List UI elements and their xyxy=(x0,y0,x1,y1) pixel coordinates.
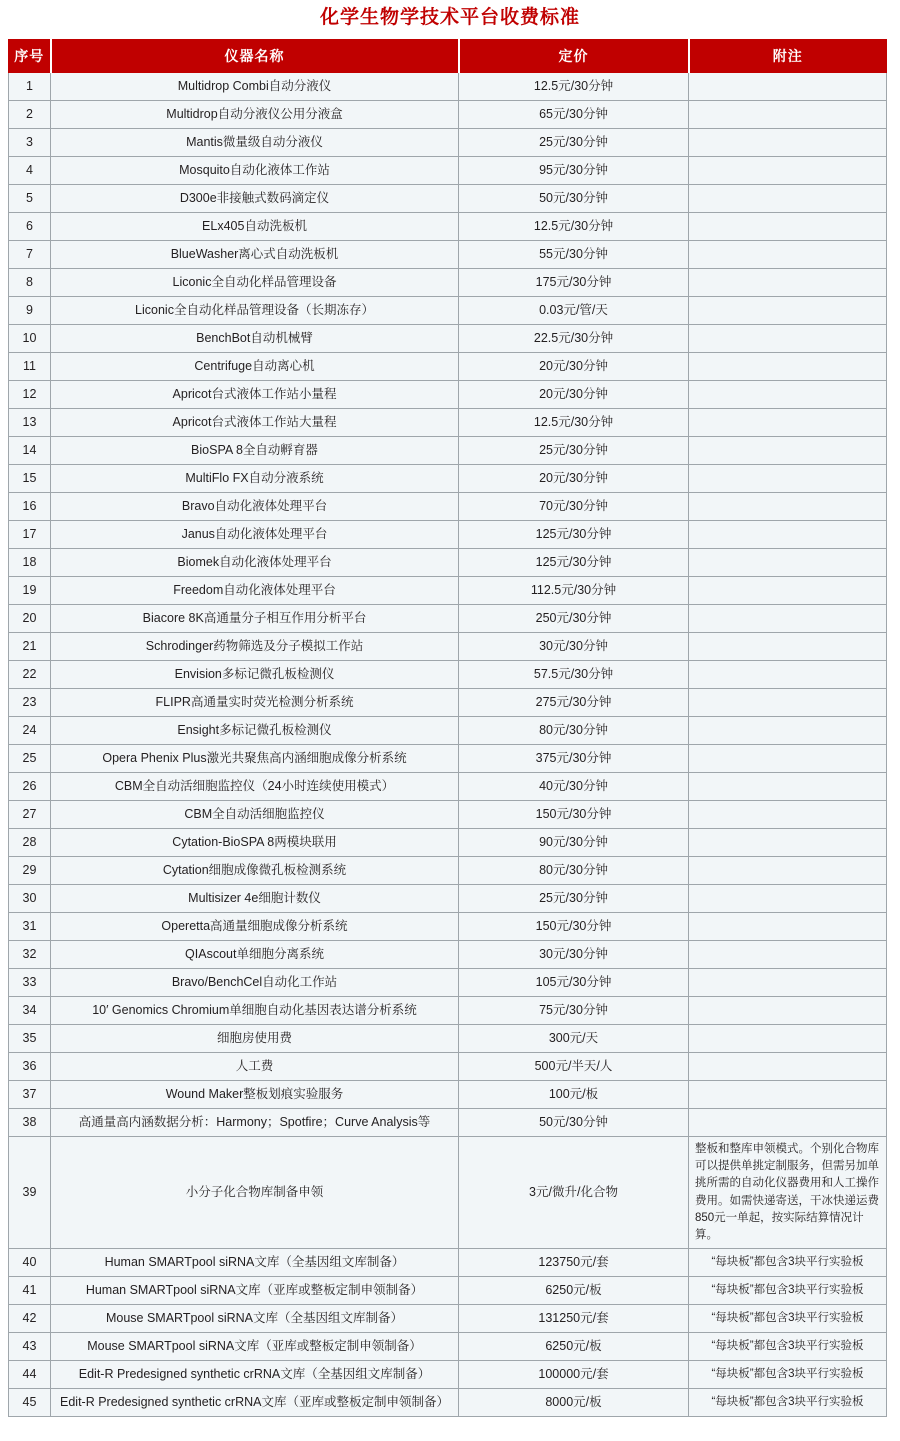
cell-row-number: 13 xyxy=(9,408,51,436)
cell-remark: “每块板”都包含3块平行实验板 xyxy=(689,1277,887,1305)
cell-remark xyxy=(689,464,887,492)
cell-row-number: 27 xyxy=(9,800,51,828)
cell-instrument-name: Bravo自动化液体处理平台 xyxy=(51,492,459,520)
cell-remark xyxy=(689,772,887,800)
cell-remark xyxy=(689,744,887,772)
cell-price: 131250元/套 xyxy=(459,1305,689,1333)
cell-row-number: 20 xyxy=(9,604,51,632)
cell-remark xyxy=(689,380,887,408)
table-row xyxy=(9,212,887,240)
cell-price: 105元/30分钟 xyxy=(459,968,689,996)
cell-price: 50元/30分钟 xyxy=(459,1108,689,1136)
cell-price: 80元/30分钟 xyxy=(459,716,689,744)
cell-row-number: 21 xyxy=(9,632,51,660)
cell-price: 250元/30分钟 xyxy=(459,604,689,632)
cell-row-number: 34 xyxy=(9,996,51,1024)
cell-price: 150元/30分钟 xyxy=(459,912,689,940)
table-row xyxy=(9,1108,887,1136)
cell-price: 375元/30分钟 xyxy=(459,744,689,772)
table-row xyxy=(9,492,887,520)
table-row xyxy=(9,100,887,128)
cell-price: 57.5元/30分钟 xyxy=(459,660,689,688)
table-row xyxy=(9,520,887,548)
cell-row-number: 37 xyxy=(9,1080,51,1108)
cell-remark xyxy=(689,828,887,856)
cell-price: 20元/30分钟 xyxy=(459,352,689,380)
cell-price: 3元/微升/化合物 xyxy=(459,1136,689,1249)
table-row xyxy=(9,380,887,408)
cell-price: 12.5元/30分钟 xyxy=(459,408,689,436)
cell-remark xyxy=(689,912,887,940)
cell-instrument-name: Cytation细胞成像微孔板检测系统 xyxy=(51,856,459,884)
cell-row-number: 29 xyxy=(9,856,51,884)
cell-remark xyxy=(689,212,887,240)
cell-row-number: 4 xyxy=(9,156,51,184)
table-row xyxy=(9,660,887,688)
cell-remark xyxy=(689,268,887,296)
cell-instrument-name: Wound Maker整板划痕实验服务 xyxy=(51,1080,459,1108)
column-header-note: 附注 xyxy=(689,39,887,72)
table-body xyxy=(9,72,887,1417)
cell-remark: “每块板”都包含3块平行实验板 xyxy=(689,1333,887,1361)
cell-instrument-name: BenchBot自动机械臂 xyxy=(51,324,459,352)
cell-row-number: 7 xyxy=(9,240,51,268)
cell-row-number: 36 xyxy=(9,1052,51,1080)
table-row xyxy=(9,1305,887,1333)
cell-row-number: 8 xyxy=(9,268,51,296)
cell-instrument-name: 小分子化合物库制备申领 xyxy=(51,1136,459,1249)
cell-instrument-name: 高通量高内涵数据分析：Harmony；Spotfire；Curve Analysis等 xyxy=(51,1108,459,1136)
cell-instrument-name: Apricot台式液体工作站小量程 xyxy=(51,380,459,408)
cell-price: 22.5元/30分钟 xyxy=(459,324,689,352)
table-row xyxy=(9,604,887,632)
cell-remark: “每块板”都包含3块平行实验板 xyxy=(689,1361,887,1389)
cell-row-number: 25 xyxy=(9,744,51,772)
table-row xyxy=(9,856,887,884)
table-row xyxy=(9,1080,887,1108)
cell-instrument-name: Mantis微量级自动分液仪 xyxy=(51,128,459,156)
cell-row-number: 3 xyxy=(9,128,51,156)
cell-row-number: 42 xyxy=(9,1305,51,1333)
cell-price: 25元/30分钟 xyxy=(459,884,689,912)
table-row xyxy=(9,996,887,1024)
cell-row-number: 23 xyxy=(9,688,51,716)
table-row xyxy=(9,576,887,604)
cell-remark xyxy=(689,184,887,212)
table-row xyxy=(9,940,887,968)
cell-price: 300元/天 xyxy=(459,1024,689,1052)
cell-instrument-name: Edit-R Predesigned synthetic crRNA文库（全基因组文库制备） xyxy=(51,1361,459,1389)
cell-row-number: 39 xyxy=(9,1136,51,1249)
table-row xyxy=(9,296,887,324)
cell-row-number: 45 xyxy=(9,1389,51,1417)
cell-price: 20元/30分钟 xyxy=(459,380,689,408)
cell-instrument-name: Multisizer 4e细胞计数仪 xyxy=(51,884,459,912)
cell-remark xyxy=(689,352,887,380)
cell-price: 40元/30分钟 xyxy=(459,772,689,800)
cell-price: 25元/30分钟 xyxy=(459,128,689,156)
cell-instrument-name: Bravo/BenchCel自动化工作站 xyxy=(51,968,459,996)
cell-remark xyxy=(689,604,887,632)
cell-row-number: 31 xyxy=(9,912,51,940)
cell-remark xyxy=(689,100,887,128)
cell-remark xyxy=(689,856,887,884)
cell-instrument-name: 10′ Genomics Chromium单细胞自动化基因表达谱分析系统 xyxy=(51,996,459,1024)
cell-row-number: 40 xyxy=(9,1249,51,1277)
cell-row-number: 33 xyxy=(9,968,51,996)
cell-instrument-name: Cytation-BioSPA 8两模块联用 xyxy=(51,828,459,856)
table-row xyxy=(9,436,887,464)
cell-price: 75元/30分钟 xyxy=(459,996,689,1024)
cell-instrument-name: Liconic全自动化样品管理设备（长期冻存） xyxy=(51,296,459,324)
cell-instrument-name: Envision多标记微孔板检测仪 xyxy=(51,660,459,688)
cell-row-number: 24 xyxy=(9,716,51,744)
column-header-name: 仪器名称 xyxy=(51,39,459,72)
table-row xyxy=(9,1389,887,1417)
cell-instrument-name: Human SMARTpool siRNA文库（亚库或整板定制申领制备） xyxy=(51,1277,459,1305)
table-row xyxy=(9,324,887,352)
table-row xyxy=(9,772,887,800)
cell-remark: “每块板”都包含3块平行实验板 xyxy=(689,1305,887,1333)
table-row xyxy=(9,716,887,744)
cell-price: 95元/30分钟 xyxy=(459,156,689,184)
cell-price: 50元/30分钟 xyxy=(459,184,689,212)
cell-price: 8000元/板 xyxy=(459,1389,689,1417)
cell-instrument-name: BlueWasher离心式自动洗板机 xyxy=(51,240,459,268)
cell-row-number: 38 xyxy=(9,1108,51,1136)
cell-instrument-name: Freedom自动化液体处理平台 xyxy=(51,576,459,604)
cell-remark xyxy=(689,520,887,548)
cell-price: 500元/半天/人 xyxy=(459,1052,689,1080)
table-row xyxy=(9,268,887,296)
table-row xyxy=(9,240,887,268)
cell-instrument-name: CBM全自动活细胞监控仪 xyxy=(51,800,459,828)
cell-remark xyxy=(689,1052,887,1080)
table-row xyxy=(9,1249,887,1277)
cell-instrument-name: Mouse SMARTpool siRNA文库（亚库或整板定制申领制备） xyxy=(51,1333,459,1361)
column-header-no: 序号 xyxy=(9,39,51,72)
cell-row-number: 10 xyxy=(9,324,51,352)
cell-row-number: 15 xyxy=(9,464,51,492)
cell-instrument-name: Mouse SMARTpool siRNA文库（全基因组文库制备） xyxy=(51,1305,459,1333)
cell-remark xyxy=(689,240,887,268)
cell-price: 30元/30分钟 xyxy=(459,940,689,968)
cell-remark xyxy=(689,156,887,184)
cell-remark xyxy=(689,548,887,576)
cell-price: 25元/30分钟 xyxy=(459,436,689,464)
cell-instrument-name: Janus自动化液体处理平台 xyxy=(51,520,459,548)
table-row xyxy=(9,1136,887,1249)
cell-row-number: 18 xyxy=(9,548,51,576)
cell-remark xyxy=(689,1108,887,1136)
table-header xyxy=(9,39,887,72)
table-row xyxy=(9,548,887,576)
table-row xyxy=(9,632,887,660)
cell-row-number: 11 xyxy=(9,352,51,380)
cell-price: 275元/30分钟 xyxy=(459,688,689,716)
cell-remark xyxy=(689,408,887,436)
cell-remark xyxy=(689,996,887,1024)
cell-remark: 整板和整库申领模式。个别化合物库可以提供单挑定制服务，但需另加单挑所需的自动化仪器费用和人工操作费用。如需快递寄送，干冰快递运费850元一单起，按实际结算情况计算。 xyxy=(689,1136,887,1249)
cell-row-number: 41 xyxy=(9,1277,51,1305)
cell-price: 55元/30分钟 xyxy=(459,240,689,268)
cell-instrument-name: Ensight多标记微孔板检测仪 xyxy=(51,716,459,744)
table-row xyxy=(9,968,887,996)
table-row xyxy=(9,688,887,716)
table-row xyxy=(9,884,887,912)
cell-row-number: 9 xyxy=(9,296,51,324)
cell-instrument-name: Edit-R Predesigned synthetic crRNA文库（亚库或整板定制申领制备） xyxy=(51,1389,459,1417)
cell-row-number: 28 xyxy=(9,828,51,856)
cell-remark xyxy=(689,1080,887,1108)
cell-instrument-name: D300e非接触式数码滴定仪 xyxy=(51,184,459,212)
cell-remark xyxy=(689,436,887,464)
cell-remark xyxy=(689,296,887,324)
cell-remark xyxy=(689,72,887,100)
cell-instrument-name: Biomek自动化液体处理平台 xyxy=(51,548,459,576)
cell-remark xyxy=(689,968,887,996)
cell-price: 125元/30分钟 xyxy=(459,520,689,548)
cell-price: 0.03元/管/天 xyxy=(459,296,689,324)
cell-remark: “每块板”都包含3块平行实验板 xyxy=(689,1389,887,1417)
cell-instrument-name: 细胞房使用费 xyxy=(51,1024,459,1052)
cell-row-number: 16 xyxy=(9,492,51,520)
cell-price: 123750元/套 xyxy=(459,1249,689,1277)
cell-remark xyxy=(689,884,887,912)
cell-remark xyxy=(689,632,887,660)
column-header-price: 定价 xyxy=(459,39,689,72)
cell-instrument-name: Multidrop自动分液仪公用分液盒 xyxy=(51,100,459,128)
cell-instrument-name: Schrodinger药物筛选及分子模拟工作站 xyxy=(51,632,459,660)
table-row xyxy=(9,1052,887,1080)
cell-row-number: 22 xyxy=(9,660,51,688)
table-row xyxy=(9,156,887,184)
cell-instrument-name: Operetta高通量细胞成像分析系统 xyxy=(51,912,459,940)
table-row xyxy=(9,128,887,156)
cell-row-number: 26 xyxy=(9,772,51,800)
cell-row-number: 12 xyxy=(9,380,51,408)
table-row xyxy=(9,1024,887,1052)
cell-remark xyxy=(689,492,887,520)
page-title: 化学生物学技术平台收费标准 xyxy=(319,7,580,28)
table-row xyxy=(9,184,887,212)
table-row xyxy=(9,800,887,828)
table-row xyxy=(9,72,887,100)
cell-instrument-name: Apricot台式液体工作站大量程 xyxy=(51,408,459,436)
cell-row-number: 19 xyxy=(9,576,51,604)
cell-price: 20元/30分钟 xyxy=(459,464,689,492)
fee-table-container xyxy=(8,39,886,1418)
cell-row-number: 1 xyxy=(9,72,51,100)
cell-row-number: 35 xyxy=(9,1024,51,1052)
cell-instrument-name: Multidrop Combi自动分液仪 xyxy=(51,72,459,100)
cell-row-number: 17 xyxy=(9,520,51,548)
table-row xyxy=(9,1361,887,1389)
cell-remark: “每块板”都包含3块平行实验板 xyxy=(689,1249,887,1277)
cell-instrument-name: MultiFlo FX自动分液系统 xyxy=(51,464,459,492)
table-row xyxy=(9,828,887,856)
cell-price: 12.5元/30分钟 xyxy=(459,72,689,100)
cell-price: 90元/30分钟 xyxy=(459,828,689,856)
cell-remark xyxy=(689,576,887,604)
cell-price: 150元/30分钟 xyxy=(459,800,689,828)
cell-price: 6250元/板 xyxy=(459,1277,689,1305)
fee-table xyxy=(8,39,887,1418)
cell-instrument-name: Opera Phenix Plus激光共聚焦高内涵细胞成像分析系统 xyxy=(51,744,459,772)
cell-remark xyxy=(689,800,887,828)
cell-remark xyxy=(689,1024,887,1052)
cell-price: 12.5元/30分钟 xyxy=(459,212,689,240)
cell-price: 175元/30分钟 xyxy=(459,268,689,296)
cell-price: 100000元/套 xyxy=(459,1361,689,1389)
cell-price: 125元/30分钟 xyxy=(459,548,689,576)
cell-row-number: 14 xyxy=(9,436,51,464)
table-header-row xyxy=(9,39,887,72)
cell-instrument-name: BioSPA 8全自动孵育器 xyxy=(51,436,459,464)
cell-instrument-name: FLIPR高通量实时荧光检测分析系统 xyxy=(51,688,459,716)
cell-row-number: 2 xyxy=(9,100,51,128)
cell-instrument-name: Human SMARTpool siRNA文库（全基因组文库制备） xyxy=(51,1249,459,1277)
cell-instrument-name: Liconic全自动化样品管理设备 xyxy=(51,268,459,296)
table-row xyxy=(9,1277,887,1305)
cell-row-number: 5 xyxy=(9,184,51,212)
cell-remark xyxy=(689,128,887,156)
cell-instrument-name: ELx405自动洗板机 xyxy=(51,212,459,240)
cell-instrument-name: Mosquito自动化液体工作站 xyxy=(51,156,459,184)
cell-price: 80元/30分钟 xyxy=(459,856,689,884)
cell-price: 112.5元/30分钟 xyxy=(459,576,689,604)
cell-row-number: 44 xyxy=(9,1361,51,1389)
cell-row-number: 30 xyxy=(9,884,51,912)
cell-instrument-name: QIAscout单细胞分离系统 xyxy=(51,940,459,968)
table-row xyxy=(9,408,887,436)
cell-price: 70元/30分钟 xyxy=(459,492,689,520)
cell-instrument-name: Centrifuge自动离心机 xyxy=(51,352,459,380)
cell-price: 6250元/板 xyxy=(459,1333,689,1361)
cell-price: 30元/30分钟 xyxy=(459,632,689,660)
cell-row-number: 6 xyxy=(9,212,51,240)
cell-price: 65元/30分钟 xyxy=(459,100,689,128)
cell-instrument-name: CBM全自动活细胞监控仪（24小时连续使用模式） xyxy=(51,772,459,800)
table-row xyxy=(9,744,887,772)
cell-row-number: 32 xyxy=(9,940,51,968)
cell-remark xyxy=(689,324,887,352)
table-row xyxy=(9,352,887,380)
table-row xyxy=(9,1333,887,1361)
cell-remark xyxy=(689,940,887,968)
table-row xyxy=(9,464,887,492)
cell-remark xyxy=(689,688,887,716)
cell-instrument-name: Biacore 8K高通量分子相互作用分析平台 xyxy=(51,604,459,632)
cell-remark xyxy=(689,716,887,744)
cell-remark xyxy=(689,660,887,688)
cell-price: 100元/板 xyxy=(459,1080,689,1108)
cell-instrument-name: 人工费 xyxy=(51,1052,459,1080)
cell-row-number: 43 xyxy=(9,1333,51,1361)
table-row xyxy=(9,912,887,940)
